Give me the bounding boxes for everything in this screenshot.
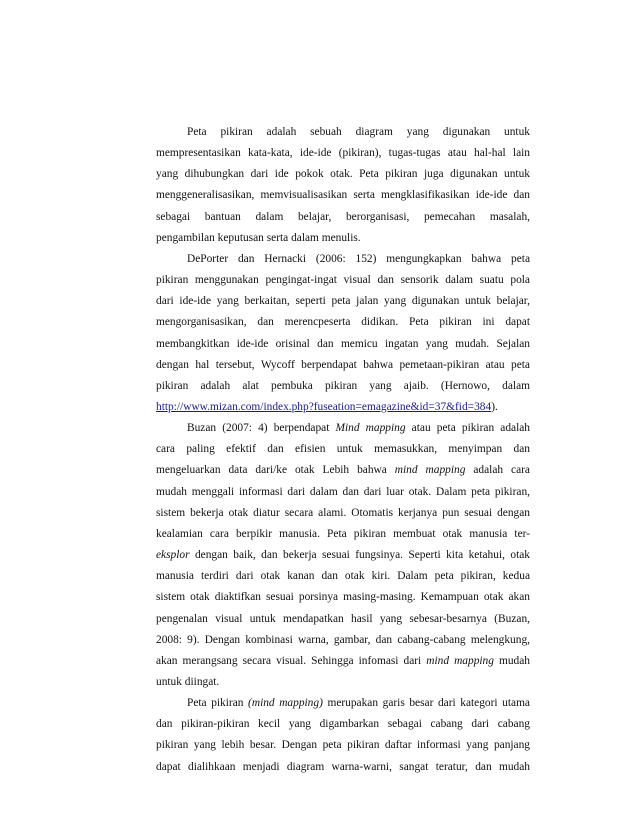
text-segment: adalah cara	[465, 464, 530, 477]
text-line	[156, 633, 530, 647]
text-segment: atau peta pikiran adalah	[405, 422, 530, 435]
text-segment: mempresentasikan kata-kata, ide-ide (pikiran), tugas-tugas atau hal-hal lain	[156, 147, 530, 160]
text-line	[156, 337, 530, 351]
text-line	[156, 463, 530, 477]
text-segment: pikiran yang lebih besar. Dengan peta pikiran daftar informasi yang panjang	[156, 739, 530, 752]
emphasis-text: mind mapping	[426, 654, 494, 667]
emphasis-text: (mind mapping)	[248, 697, 323, 709]
text-line	[187, 421, 530, 435]
text-line	[156, 273, 530, 287]
text-line	[156, 167, 530, 181]
text-segment: Peta pikiran	[187, 697, 249, 709]
text-segment: kealamian cara berpikir manusia. Peta pikiran membuat otak manusia ter-	[156, 527, 530, 540]
text-line	[187, 696, 530, 710]
text-segment: mudah	[493, 654, 530, 667]
text-line	[156, 590, 530, 604]
text-line	[156, 675, 530, 689]
text-segment: dari ide-ide yang berkaitan, seperti peta jalan yang digunakan untuk belajar,	[156, 295, 530, 308]
text-line	[156, 527, 530, 541]
text-segment: untuk diingat.	[156, 675, 220, 688]
text-segment: yang dihubungkan dari ide pokok otak. Peta pikiran juga digunakan untuk	[156, 168, 530, 181]
text-segment: ).	[491, 400, 498, 413]
text-segment: membangkitkan ide-ide orisinal dan memicu ingatan yang mudah. Sejalan	[156, 337, 530, 350]
text-segment: akan merangsang secara visual. Sehingga infomasi dari	[156, 654, 427, 667]
text-segment: DePorter dan Hernacki (2006: 152) mengungkapkan bahwa peta	[187, 252, 530, 265]
text-line	[156, 146, 530, 160]
text-line	[156, 442, 530, 456]
text-segment: mengeluarkan data dari/ke otak Lebih bahwa	[156, 464, 395, 477]
text-line	[156, 400, 530, 414]
text-segment: manusia terdiri dari otak kanan dan otak kiri. Dalam peta pikiran, kedua	[156, 570, 530, 583]
text-line	[156, 294, 530, 308]
text-segment: cara paling efektif dan efisien untuk memasukkan, menyimpan dan	[156, 443, 530, 456]
text-line	[156, 738, 530, 752]
text-segment: dapat dialihkaan menjadi diagram warna-warni, sangat teratur, dan mudah	[156, 760, 530, 773]
text-segment: dengan baik, dan bekerja sesuai fungsinya. Seperti kita ketahui, otak	[189, 549, 530, 561]
text-line	[156, 569, 530, 583]
text-line	[156, 506, 530, 520]
text-segment: dan pikiran-pikiran kecil yang digambarkan sebagai cabang dari cabang	[156, 718, 530, 731]
text-line	[156, 717, 530, 731]
text-line	[187, 125, 530, 139]
text-segment: sistem otak diaktifkan sesuai porsinya masing-masing. Kemampuan otak akan	[156, 591, 530, 604]
text-segment: 2008: 9). Dengan kombinasi warna, gambar, dan cabang-cabang melengkung,	[156, 633, 530, 646]
emphasis-text: Mind mapping	[335, 422, 406, 435]
text-segment: dengan hal tersebut, Wycoff berpendapat bahwa pemetaan-pikiran atau peta	[156, 358, 530, 371]
source-link[interactable]: http://www.mizan.com/index.php?fuseation=emagazine&id=37&fid=384	[156, 400, 492, 413]
text-line	[156, 760, 530, 774]
text-line	[156, 231, 530, 245]
emphasis-text: eksplor	[156, 549, 190, 561]
text-line	[156, 358, 530, 372]
text-line	[187, 252, 530, 266]
text-segment: pikiran menggunakan pengingat-ingat visual dan sensorik dalam suatu pola	[156, 274, 530, 286]
text-segment: pengambilan keputusan serta dalam menulis.	[156, 231, 361, 244]
text-segment: mudah menggali informasi dari dalam dan dari luar otak. Dalam peta pikiran,	[156, 485, 530, 498]
text-segment: pengenalan visual untuk mendapatkan hasil yang sebesar-besarnya (Buzan,	[156, 612, 530, 625]
text-line	[156, 188, 530, 202]
text-segment: mengorganisasikan, dan merencpeserta didikan. Peta pikiran ini dapat	[156, 316, 530, 329]
text-line	[156, 548, 530, 562]
text-segment: Peta pikiran adalah sebuah diagram yang digunakan untuk	[187, 126, 530, 138]
text-segment: sebagai bantuan dalam belajar, berorganisasi, pemecahan masalah,	[156, 210, 530, 223]
text-line	[156, 379, 530, 393]
text-segment: menggeneralisasikan, memvisualisasikan serta mengklasifikasikan ide-ide dan	[156, 189, 530, 202]
text-line	[156, 485, 530, 499]
text-segment: Buzan (2007: 4) berpendapat	[187, 422, 336, 435]
text-line	[156, 210, 530, 224]
emphasis-text: mind mapping	[394, 464, 466, 477]
text-segment: merupakan garis besar dari kategori utama	[322, 697, 530, 709]
text-line	[156, 654, 530, 668]
text-line	[156, 315, 530, 329]
text-segment: pikiran adalah alat pembuka pikiran yang ajaib. (Hernowo, dalam	[156, 379, 530, 392]
text-segment: sistem bekerja otak diatur secara alami. Otomatis kerjanya pun sesuai dengan	[156, 506, 530, 519]
text-line	[156, 612, 530, 626]
